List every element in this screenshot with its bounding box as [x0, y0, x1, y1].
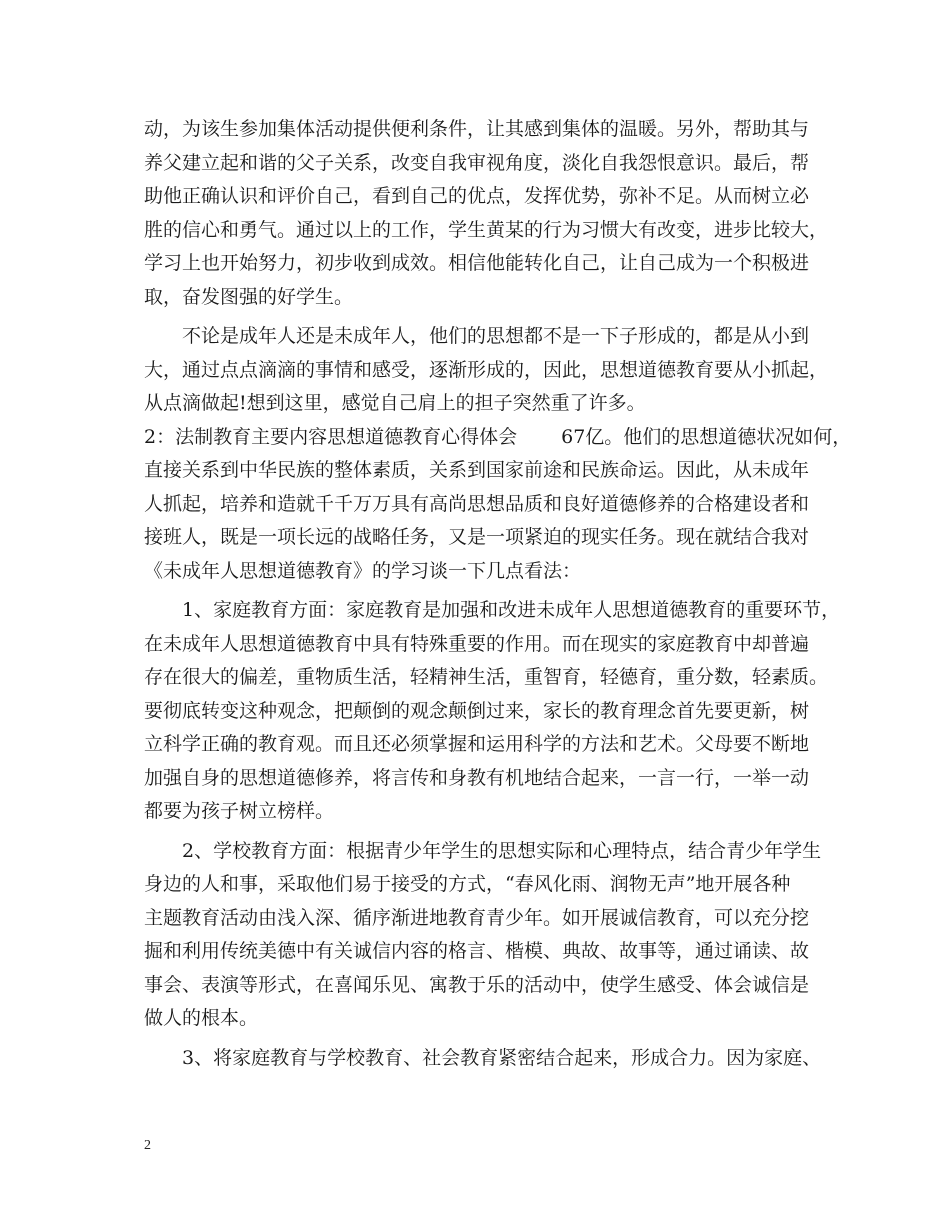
text-line: 都要为孩子树立榜样。 — [144, 800, 335, 822]
text-line: 加强自身的思想道德修养，将言传和身教有机地结合起来，一言一行，一举一动 — [144, 766, 810, 789]
text-line: 直接关系到中华民族的整体素质，关系到国家前途和民族命运。因此，从未成年 — [144, 459, 810, 481]
text-line: 掘和利用传统美德中有关诚信内容的格言、楷模、典故、故事等，通过诵读、故 — [144, 940, 810, 962]
text-line: 在未成年人思想道德教育中具有特殊重要的作用。而在现实的家庭教育中却普遍 — [144, 632, 810, 655]
text-line: 主题教育活动由浅入深、循序渐进地教育青少年。如开展诚信教育，可以充分挖 — [144, 906, 810, 929]
text-line: 要彻底转变这种观念，把颠倒的观念颠倒过来，家长的教育理念首先要更新，树 — [144, 699, 810, 722]
text-line: 3、将家庭教育与学校教育、社会教育紧密结合起来，形成合力。因为家庭、 — [144, 1046, 822, 1069]
text-line: 动，为该生参加集体活动提供便利条件，让其感到集体的温暖。另外，帮助其与 — [144, 118, 810, 140]
text-line: 事会、表演等形式，在喜闻乐见、寓教于乐的活动中，使学生感受、体会诚信是 — [144, 973, 810, 996]
text-line: 人抓起，培养和造就千千万万具有高尚思想品质和良好道德修养的合格建设者和 — [144, 492, 810, 515]
text-line: 2、学校教育方面：根据青少年学生的思想实际和心理特点，结合青少年学生 — [144, 839, 822, 862]
text-line: 做人的根本。 — [144, 1007, 259, 1029]
text-line: 立科学正确的教育观。而且还必须掌握和运用科学的方法和艺术。父母要不断地 — [144, 733, 810, 755]
text-line: 1、家庭教育方面：家庭教育是加强和改进未成年人思想道德教育的重要环节， — [144, 599, 841, 621]
text-line: 《未成年人思想道德教育》的学习谈一下几点看法： — [144, 559, 582, 582]
text-line: 身边的人和事，采取他们易于接受的方式，“春风化雨、润物无声”地开展各种 — [144, 873, 791, 895]
text-line: 不论是成年人还是未成年人，他们的思想都不是一下子形成的，都是从小到 — [144, 325, 810, 347]
text-line: 胜的信心和勇气。通过以上的工作，学生黄某的行为习惯大有改变，进步比较大， — [144, 218, 829, 241]
text-line: 从点滴做起!想到这里，感觉自己肩上的担子突然重了许多。 — [144, 392, 646, 414]
text-line: 养父建立起和谐的父子关系，改变自我审视角度，淡化自我怨恨意识。最后，帮 — [144, 151, 810, 174]
text-line: 学习上也开始努力，初步收到成效。相信他能转化自己，让自己成为一个积极进 — [144, 252, 810, 274]
text-line: 存在很大的偏差，重物质生活，轻精神生活，重智育，轻德育，重分数，轻素质。 — [144, 666, 829, 688]
text-line: 接班人，既是一项长远的战略任务，又是一项紧迫的现实任务。现在就结合我对 — [144, 526, 810, 548]
body-text — [144, 113, 852, 1075]
text-line: 2：法制教育主要内容思想道德教育心得体会 67亿。他们的思想道德状况如何， — [144, 425, 852, 448]
text-line: 助他正确认识和评价自己，看到自己的优点，发挥优势，弥补不足。从而树立必 — [144, 185, 810, 207]
text-line: 大，通过点点滴滴的事情和感受，逐渐形成的，因此，思想道德教育要从小抓起， — [144, 358, 829, 381]
text-line: 取，奋发图强的好学生。 — [144, 285, 354, 308]
page-number: 2 — [144, 1138, 151, 1153]
